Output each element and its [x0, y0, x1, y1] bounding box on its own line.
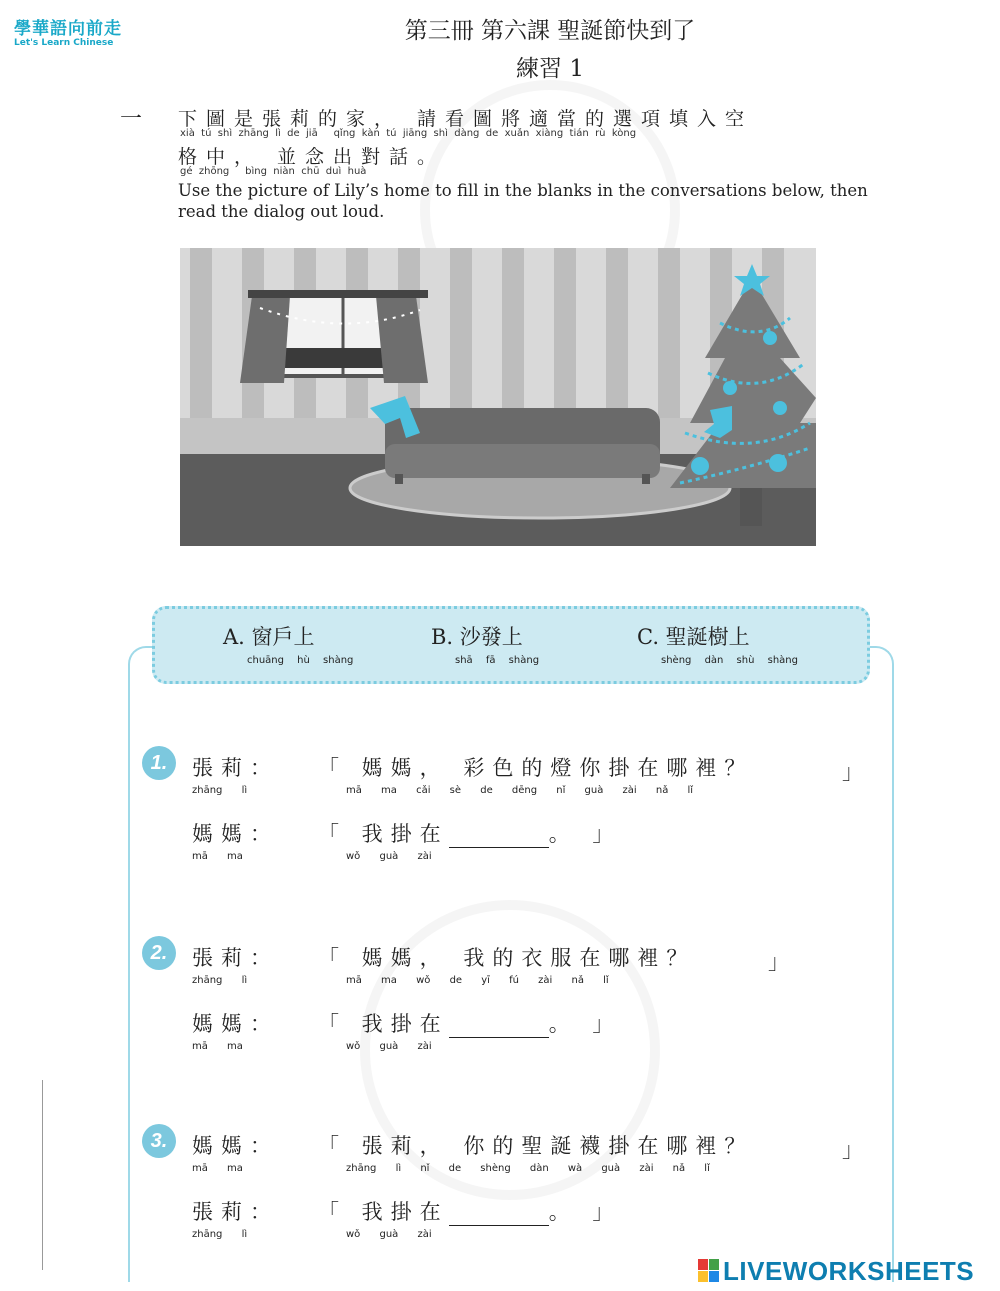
option-c-pinyin: shèng dàn shù shàng — [661, 655, 798, 666]
question-2-speaker — [192, 942, 279, 986]
answer-2-speaker — [192, 1008, 279, 1052]
section-number: 一 — [120, 107, 143, 132]
answer-3-blank[interactable] — [449, 1205, 549, 1226]
question-2-number: 2. — [142, 936, 176, 970]
speaker-name: 媽媽： — [192, 1012, 279, 1036]
question-3-number: 3. — [142, 1124, 176, 1158]
answer-prefix: 「 我掛在 — [318, 822, 449, 846]
question-1-text — [318, 752, 753, 796]
question-text: 「 媽媽， 彩色的燈你掛在哪裡？ — [318, 756, 754, 780]
logo-text: 學華語向前走 — [14, 19, 122, 39]
speaker-pinyin: zhāng lì — [192, 1229, 248, 1240]
answer-pinyin: wǒ guà zài — [346, 1041, 432, 1052]
answer-options-box — [152, 606, 870, 684]
brand-text: LIVEWORKSHEETS — [723, 1256, 975, 1286]
question-pinyin: zhāng lì nǐ de shèng dàn wà guà zài nǎ lǐ — [346, 1163, 710, 1174]
question-1-number: 1. — [142, 746, 176, 780]
speaker-pinyin: zhāng lì — [192, 975, 248, 986]
answer-suffix: 。 」 — [548, 1200, 622, 1224]
answer-pinyin: wǒ guà zài — [346, 851, 432, 862]
question-2-close-quote: 」 — [768, 950, 789, 974]
exercise-title: 練習 1 — [516, 56, 584, 82]
question-text: 「 媽媽， 我的衣服在哪裡？ — [318, 946, 696, 970]
answer-suffix: 。 」 — [548, 1012, 622, 1036]
logo-subtitle: Let's Learn Chinese — [14, 38, 114, 48]
instruction-zh-line1: 下圖是張莉的家， 請看圖將適當的選項填入空 — [178, 108, 754, 130]
question-1-close-quote: 」 — [842, 760, 863, 784]
answer-prefix: 「 我掛在 — [318, 1012, 449, 1036]
option-a-label: A. 窗戶上 — [223, 625, 315, 649]
question-3-speaker — [192, 1130, 279, 1174]
question-2-text — [318, 942, 695, 986]
publisher-logo — [14, 14, 122, 48]
speaker-pinyin: zhāng lì — [192, 785, 248, 796]
question-pinyin: mā ma cǎi sè de dēng nǐ guà zài nǎ lǐ — [346, 785, 694, 796]
speaker-name: 張莉： — [192, 756, 279, 780]
question-pinyin: mā ma wǒ de yī fú zài nǎ lǐ — [346, 975, 609, 986]
option-b — [431, 621, 539, 666]
answer-3-line — [318, 1196, 621, 1240]
option-c — [637, 621, 798, 666]
answer-2-line — [318, 1008, 621, 1052]
speaker-name: 張莉： — [192, 946, 279, 970]
instruction-zh-line2: 格中， 並念出對話。 — [178, 146, 446, 168]
speaker-name: 媽媽： — [192, 1134, 279, 1158]
question-3-close-quote: 」 — [842, 1138, 863, 1162]
question-text: 「 張莉， 你的聖誕襪掛在哪裡？ — [318, 1134, 754, 1158]
option-b-pinyin: shā fā shàng — [455, 655, 540, 666]
margin-rule — [42, 1080, 43, 1270]
answer-3-speaker — [192, 1196, 279, 1240]
page-title: 第三冊 第六課 聖誕節快到了 — [404, 18, 696, 44]
question-1-speaker — [192, 752, 279, 796]
liveworksheets-brand[interactable] — [698, 1256, 974, 1287]
instruction-pinyin-line1: xià tú shì zhāng lì de jiā qǐng kàn tú jiāng shì dàng de xuǎn xiàng tián rù kòng — [180, 128, 637, 139]
speaker-name: 張莉： — [192, 1200, 279, 1224]
speaker-pinyin: mā ma — [192, 851, 243, 862]
option-b-label: B. 沙發上 — [431, 625, 523, 649]
answer-pinyin: wǒ guà zài — [346, 1229, 432, 1240]
instruction-pinyin-line2: gé zhōng bìng niàn chū duì huà — [180, 166, 367, 177]
answer-2-blank[interactable] — [449, 1017, 549, 1038]
answer-1-line — [318, 818, 621, 862]
question-3-text — [318, 1130, 753, 1174]
speaker-pinyin: mā ma — [192, 1163, 243, 1174]
speaker-pinyin: mā ma — [192, 1041, 243, 1052]
answer-1-blank[interactable] — [449, 827, 549, 848]
living-room-illustration — [180, 248, 816, 546]
option-a-pinyin: chuāng hù shàng — [247, 655, 354, 666]
speaker-name: 媽媽： — [192, 822, 279, 846]
liveworksheets-logo-icon — [698, 1259, 720, 1283]
answer-suffix: 。 」 — [548, 822, 622, 846]
option-a — [223, 621, 353, 666]
answer-prefix: 「 我掛在 — [318, 1200, 449, 1224]
option-c-label: C. 聖誕樹上 — [637, 625, 750, 649]
answer-1-speaker — [192, 818, 279, 862]
instruction-english: Use the picture of Lily’s home to fill in the blanks in the conversations below, then read the dialog out loud. — [178, 181, 868, 221]
